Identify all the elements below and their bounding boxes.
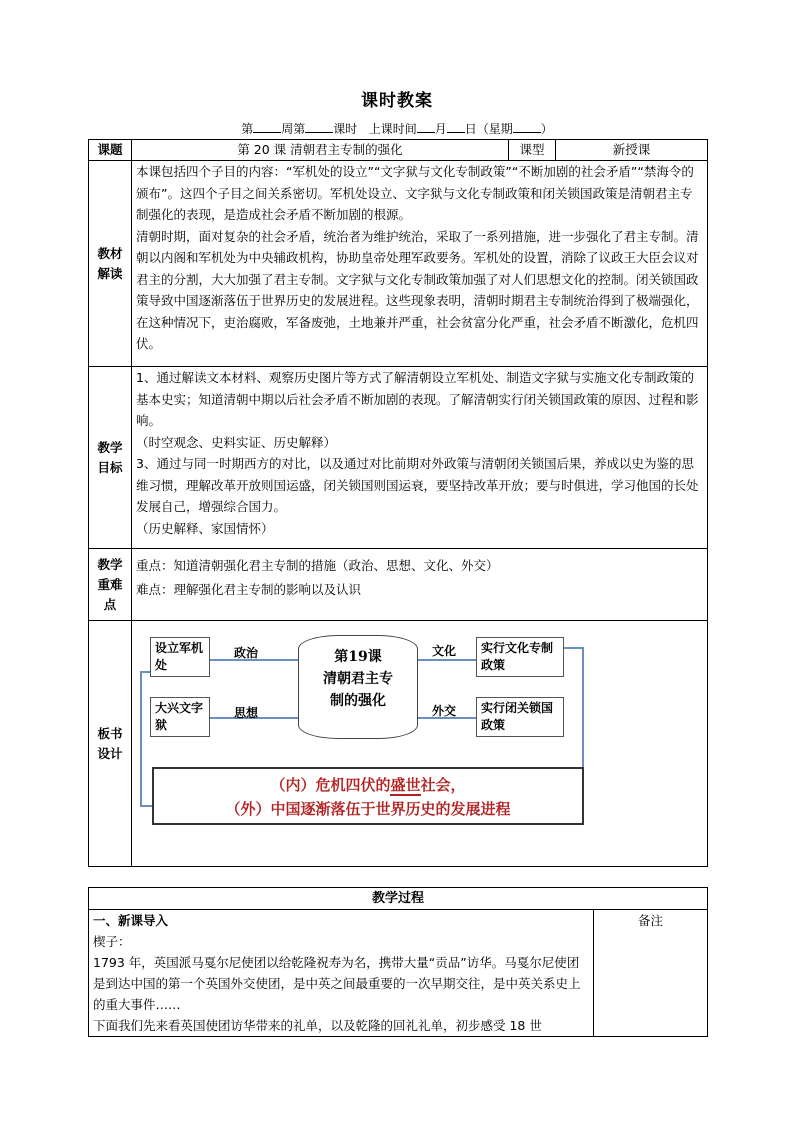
label-end: ） bbox=[540, 122, 553, 136]
red-line-1: （内）危机四伏的盛世社会， bbox=[270, 776, 466, 794]
label-sixiang: 思想 bbox=[234, 706, 259, 720]
zhongnan-content bbox=[132, 549, 708, 621]
lesson-plan-table bbox=[88, 139, 708, 867]
left-bracket-top bbox=[140, 671, 150, 673]
right-bracket-top bbox=[562, 647, 582, 649]
beizhu-label: 备注 bbox=[594, 910, 708, 1037]
mubiao-line-3: 3、通过与同一时期西方的对比，以及通过对比前期对外政策与清朝闭关锁国后果，养成以史为鉴的思维习惯，理解改革开放则国运盛，闭关锁国则国运衰，要坚持改革开放；要与时俱进，学习他国的长处发展自己，增强综合国力。 bbox=[136, 456, 699, 514]
mubiao-line-4: （历史解释、家国情怀） bbox=[136, 520, 274, 536]
label-waijiao: 外交 bbox=[432, 704, 457, 718]
mubiao-line-1: 1、通过解读文本材料、观察历史图片等方式了解清朝设立军机处、制造文字狱与实施文化专制政策的基本史实；知道清朝中期以后社会矛盾不断加剧的表现。了解清朝实行闭关锁国政策的原因、过程和影响。 bbox=[136, 370, 699, 428]
label-yue: 月 bbox=[434, 122, 447, 136]
process-content bbox=[89, 910, 594, 1037]
label-shangke: 上课时间 bbox=[368, 122, 417, 136]
jiaocai-paragraph-2: 清朝时期，面对复杂的社会矛盾，统治者为维护统治，采取了一系列措施，进一步强化了君主专制。清朝以内阁和军机处为中央辅政机构，协助皇帝处理军政要务。军机处的设置，消除了议政王大臣会议对君主的分割，大大加强了君主专制。文字狱与文化专制政策加强了对人们思想文化的控制。闭关锁国政策导致中国逐渐落伍于世界历史的发展进程。这些现象表明，清朝时期君主专制统治得到了极端强化，在这种情况下，吏治腐败，军备废弛，土地兼并严重，社会贫富分化严重，社会矛盾不断激化，危机四伏。 bbox=[136, 228, 699, 351]
blackboard-diagram bbox=[142, 627, 610, 833]
box-wenziyu: 大兴文字狱 bbox=[150, 697, 210, 737]
blank-week[interactable] bbox=[253, 120, 281, 133]
banshu-content bbox=[132, 621, 708, 867]
blank-month[interactable] bbox=[417, 120, 435, 133]
keti-label: 课题 bbox=[89, 140, 132, 161]
banshu-label: 板书设计 bbox=[89, 621, 132, 867]
label-zhengzhi: 政治 bbox=[234, 646, 259, 660]
mubiao-label: 教学目标 bbox=[89, 367, 132, 549]
zhongdian: 重点：知道清朝强化君主专制的措施（政治、思想、文化、外交） bbox=[136, 558, 499, 573]
label-ri: 日（星期 bbox=[464, 122, 513, 136]
box-biguan-suoguo: 实行闭关锁国政策 bbox=[476, 697, 564, 737]
jiaocai-paragraph-1: 本课包括四个子目的内容：“军机处的设立”“文字狱与文化专制政策”“不断加剧的社会矛盾”“禁海令的颁布”。这四个子目之间关系密切。军机处设立、文字狱与文化专制政策和闭关锁国政策是清朝君主专制强化的表现，是造成社会矛盾不断加剧的根源。 bbox=[136, 164, 694, 222]
label-wenhua: 文化 bbox=[432, 644, 457, 658]
process-paragraph-1: 1793 年，英国派马戛尔尼使团以给乾隆祝寿为名，携带大量“贡品”访华。马戛尔尼使团是到达中国的第一个英国外交使团，是中英之间最重要的一次早期交往，是中英关系史上的重大事件…… bbox=[93, 955, 581, 1012]
jiaocai-content bbox=[132, 161, 708, 367]
mubiao-content bbox=[132, 367, 708, 549]
process-header: 教学过程 bbox=[89, 888, 708, 910]
nandian: 难点：理解强化君主专制的影响以及认识 bbox=[136, 582, 362, 597]
label-di: 第 bbox=[241, 122, 254, 136]
blank-weekday[interactable] bbox=[513, 120, 541, 133]
blank-day[interactable] bbox=[447, 120, 465, 133]
box-junjichu: 设立军机处 bbox=[150, 637, 210, 677]
zhongnan-label: 教学重难点 bbox=[89, 549, 132, 621]
mubiao-line-2: （时空观念、史料实证、历史解释） bbox=[136, 434, 337, 450]
center-line-3: 制的强化 bbox=[330, 693, 386, 709]
red-summary-box bbox=[152, 767, 584, 825]
label-keshi: 课时 bbox=[333, 122, 358, 136]
left-bracket-line bbox=[140, 671, 142, 807]
center-line-2: 清朝君主专 bbox=[323, 671, 393, 687]
lesson-time-line bbox=[0, 120, 794, 137]
blank-period[interactable] bbox=[305, 120, 333, 133]
page-title: 课时教案 bbox=[361, 91, 433, 111]
kexing-label: 课型 bbox=[509, 140, 556, 161]
label-zhou-di: 周第 bbox=[281, 122, 306, 136]
xiezi-label: 楔子： bbox=[93, 934, 131, 949]
process-paragraph-2: 下面我们先来看英国使团访华带来的礼单，以及乾隆的回礼礼单，初步感受 18 世 bbox=[93, 1018, 542, 1033]
red-line-2: （外）中国逐渐落伍于世界历史的发展进程 bbox=[225, 800, 511, 818]
center-lesson-title bbox=[298, 635, 418, 739]
teaching-process-table bbox=[88, 887, 708, 1037]
keti-value: 第 20 课 清朝君主专制的强化 bbox=[132, 140, 509, 161]
box-wenhua-zhuanzhi: 实行文化专制政策 bbox=[476, 637, 564, 677]
section-title: 一、新课导入 bbox=[93, 913, 169, 928]
jiaocai-label: 教材解读 bbox=[89, 161, 132, 367]
center-line-1: 第19课 bbox=[334, 649, 382, 665]
kexing-value: 新授课 bbox=[556, 140, 708, 161]
